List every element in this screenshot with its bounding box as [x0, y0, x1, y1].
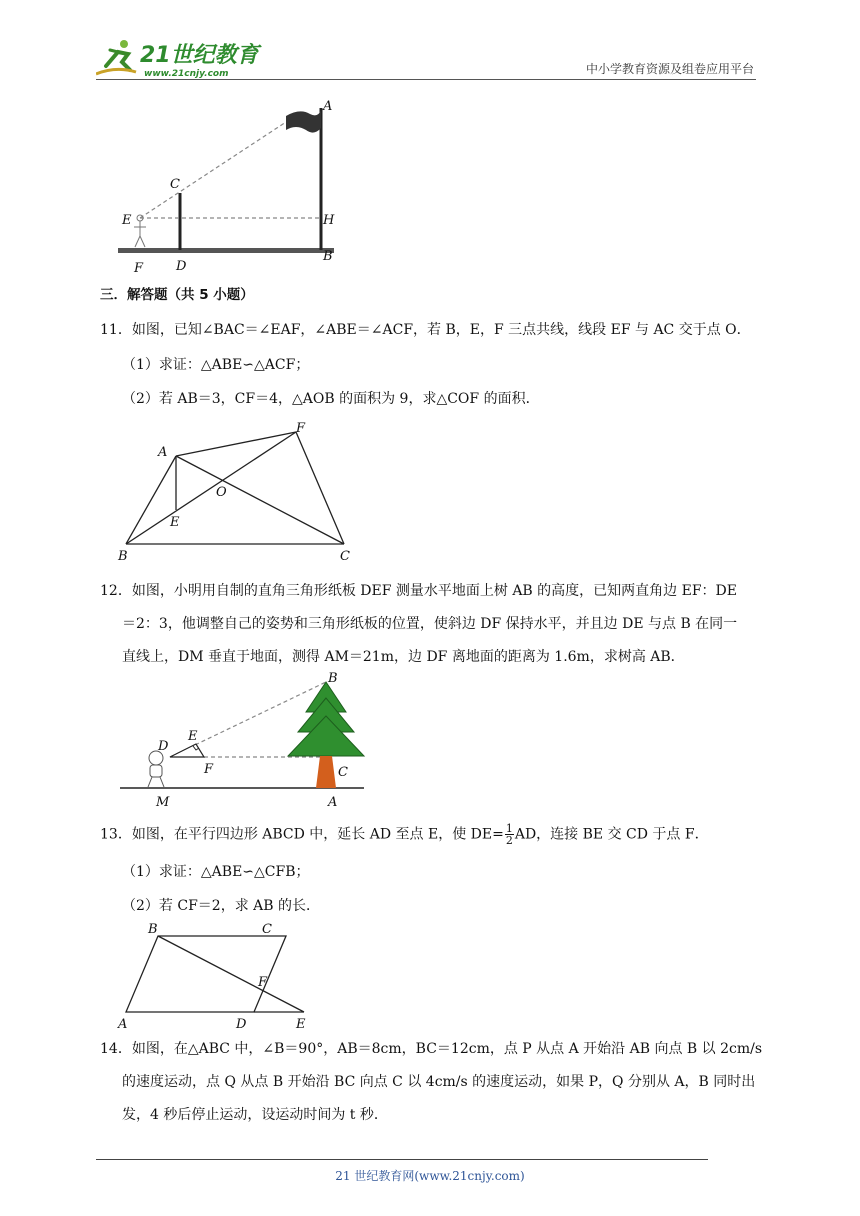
q11-label-o: O — [216, 485, 227, 500]
q13-label-c: C — [262, 922, 272, 937]
label-b: B — [323, 249, 333, 264]
q13-text-3: （2）若 CF＝2，求 AB 的长． — [122, 898, 320, 914]
q11-text-3: （2）若 AB＝3，CF＝4，△AOB 的面积为 9，求△COF 的面积． — [122, 391, 540, 407]
runner-icon — [96, 40, 136, 74]
label-a: A — [323, 99, 333, 114]
ground — [118, 248, 334, 253]
platform-name: 中小学教育资源及组卷应用平台 — [585, 62, 754, 76]
site-logo — [96, 36, 266, 80]
section-title: 三．解答题（共 5 小题） — [100, 287, 254, 303]
q14-text-3: 发，4 秒后停止运动，设运动时间为 t 秒． — [122, 1107, 388, 1123]
q14-text-1: 14．如图，在△ABC 中，∠B＝90°，AB＝8cm，BC＝12cm，点 P 从点 A 开始沿 AB 向点 B 以 2cm/s — [100, 1041, 763, 1057]
q11-label-c: C — [340, 549, 350, 564]
q13-text-2: （1）求证：△ABE∽△CFB； — [122, 864, 310, 880]
q12-text-3: 直线上，DM 垂直于地面，测得 AM＝21m，边 DF 离地面的距离为 1.6m，求树高 AB． — [122, 649, 685, 665]
q13-label-b: B — [148, 922, 158, 937]
footer-text: 21 世纪教育网(www.21cnjy.com) — [335, 1169, 525, 1183]
q12-label-a: A — [328, 795, 338, 810]
person-icon — [148, 751, 164, 787]
q11-label-a: A — [158, 445, 168, 460]
triangle-board — [170, 744, 204, 757]
label-e: E — [122, 213, 132, 228]
q13-label-f: F — [258, 975, 268, 990]
tree-icon — [288, 682, 364, 788]
q13-figure — [114, 918, 324, 1036]
q12-text-2: ＝2：3，他调整自己的姿势和三角形纸板的位置，使斜边 DF 保持水平，并且边 DE 与点 B 在同一 — [122, 616, 738, 632]
q12-label-e: E — [188, 729, 198, 744]
flagpole-figure — [110, 96, 350, 280]
q11-figure — [110, 418, 370, 568]
logo-text: 21世纪教育 — [140, 43, 259, 68]
q12-label-f: F — [204, 762, 214, 777]
q11-label-b: B — [118, 549, 128, 564]
sight-line — [140, 122, 286, 218]
q13-text-1a: 13．如图，在平行四边形 ABCD 中，延长 AD 至点 E，使 DE= — [100, 826, 504, 843]
q12-label-m: M — [156, 795, 170, 810]
q12-label-c: C — [338, 765, 348, 780]
label-f: F — [134, 261, 144, 276]
q14-text-2: 的速度运动，点 Q 从点 B 开始沿 BC 向点 C 以 4cm/s 的速度运动，如果 P，Q 分别从 A，B 同时出 — [122, 1074, 756, 1090]
q12-figure — [114, 670, 374, 812]
q11-label-e: E — [170, 515, 180, 530]
logo-url: www.21cnjy.com — [144, 69, 229, 79]
q11-text-2: （1）求证：△ABE∽△ACF； — [122, 357, 310, 373]
q12-text-1: 12．如图，小明用自制的直角三角形纸板 DEF 测量水平地面上树 AB 的高度，已知两直角边 EF：DE — [100, 583, 737, 599]
q12-label-b: B — [328, 671, 338, 686]
frac-numerator: 1 — [505, 822, 513, 835]
q13-label-e: E — [296, 1017, 306, 1032]
q12-label-d: D — [158, 739, 169, 754]
q11-label-f: F — [296, 421, 306, 436]
label-d: D — [176, 259, 187, 274]
frac-denominator: 2 — [505, 834, 513, 847]
q13-label-d: D — [236, 1017, 247, 1032]
label-c: C — [170, 177, 180, 192]
q13-text-1 — [100, 823, 709, 846]
q13-text-1b: AD，连接 BE 交 CD 于点 F． — [514, 826, 709, 843]
person-icon — [134, 215, 146, 247]
flag — [286, 110, 321, 133]
footer-divider — [96, 1159, 708, 1160]
label-h: H — [323, 213, 335, 228]
q11-text-1: 11．如图，已知∠BAC＝∠EAF，∠ABE＝∠ACF，若 B，E，F 三点共线，线段 EF 与 AC 交于点 O． — [100, 322, 751, 338]
q13-label-a: A — [118, 1017, 128, 1032]
fraction-one-half — [505, 823, 514, 846]
header-divider — [96, 79, 756, 80]
